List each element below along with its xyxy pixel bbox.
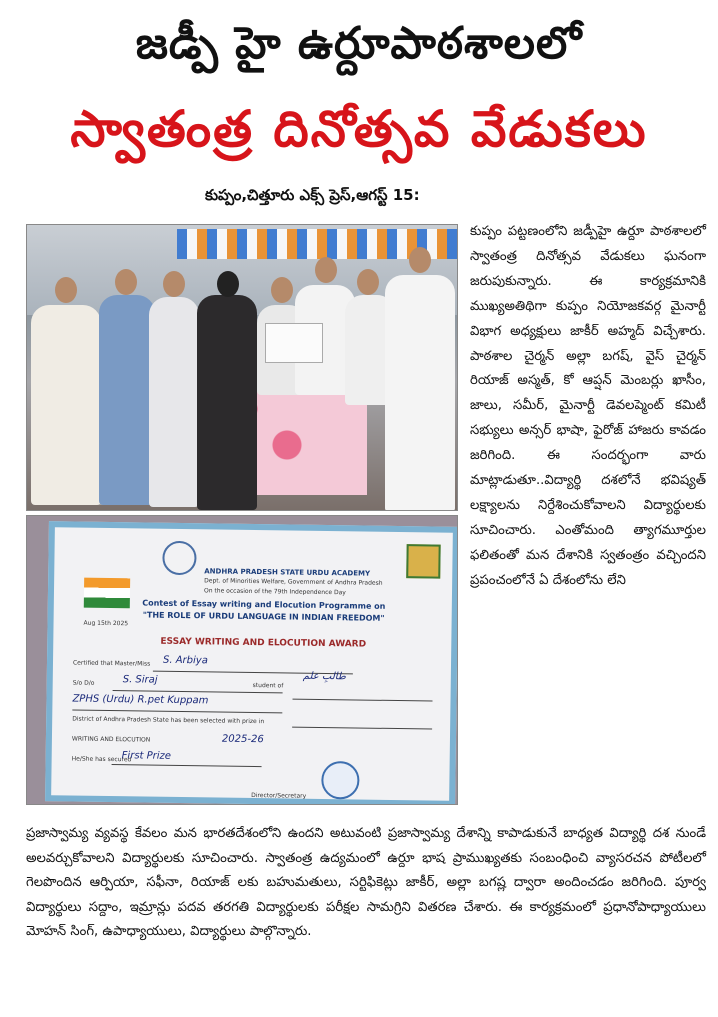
article-body-bottom: ప్రజాస్వామ్య వ్యవస్థ కేవలం మన భారతదేశంలోని ఉందని అటువంటి ప్రజాస్వామ్య దేశాన్ని కాపాడుకునే బాధ్యత విద్యార్థి దశ నుండే అలవర్చుకోవాలని విద్యార్థులకు సూచించారు. స్వాతంత్ర ఉద్యమంలో ఉర్దూ భాష ప్రాముఖ్యతకు సంబంధించి వ్యాసరచన పోటీలలో గెలపొందిన ఆర్పియా, సఫీనా, రియాజ్ లకు బహుమతులు, సర్టిఫికెట్లు జాకీర్, అల్లా బగష్ల ద్వారా అందించడం జరిగింది. పూర్వ విద్యార్థులు సద్దాం, ఇమ్రాన్లు పదవ తరగతి విద్యార్థులకు పరీక్షల సామగ్రిని వితరణ చేశారు. ఈ కార్యక్రమంలో ప్రధానోపాధ్యాయులు మోహన్ సింగ్, ఉపాధ్యాయులు, విద్యార్థులు పాల్గొన్నారు.: [26, 826, 706, 940]
headline-line1: జడ్పీ హై ఉర్దూపాఠశాలలో: [135, 18, 583, 69]
event-photo: [26, 224, 458, 511]
official-seal-icon: [321, 761, 360, 800]
dateline: కుప్పం,చిత్తూరు ఎక్స్ ప్రెస్,ఆగస్ట్ 15:: [205, 186, 420, 204]
article-body-right-column: కుప్పం పట్టణంలోని జడ్పీహై ఉర్దూ పాఠశాలలో స్వాతంత్ర దినోత్సవ వేడుకలు ఘనంగా జరుపుకున్నారు. ఈ కార్యక్రమానికి ముఖ్యఅతిథిగా కుప్పం నియోజకవర్గ మైనార్టీ విభాగ అధ్యక్షులు జాకీర్ అహ్మద్ విచ్చేశారు. పాఠశాల చైర్మన్ అల్లా బగష్, వైస్ చైర్మన్ రియాజ్ అస్మత్, కో ఆప్షన్ మెంబర్లు ఖాసీం, జాలు, సమీర్, మైనార్టీ డెవలప్మెంట్ కమిటీ సభ్యులు అన్సర్ భాషా, ఫైరోజ్ హాజరు కావడం జరిగింది. ఈ సందర్భంగా వారు మాట్లాడుతూ..విద్యార్థి దశలోనే భవిష్యత్ లక్ష్యాలను నిర్దేశించుకోవాలని విద్యార్థులకు సూచించారు. ఎంతోమంది త్యాగమూర్తుల ఫలితంతో మన దేశానికి స్వతంత్రం వచ్చిందని ప్రపంచంలోనే ఏ దేశంలోను లేని: [470, 224, 706, 588]
certificate-in-hand: [265, 323, 323, 363]
urdu-academy-logo-icon: [406, 544, 440, 578]
certificate-photo: [26, 515, 458, 805]
certificate: ANDHRA PRADESH STATE URDU ACADEMY Dept. of Minorities Welfare, Government of Andhra Pradesh On the occasion of the 79th Independence Day Contest of Essay writing and Elocution Programme on "THE ROLE OF URDU LANGUAGE IN INDIAN FREEDOM" Aug 15th 2025 ESSAY WRITING AND ELOCUTION AWARD Certified that Master/Miss S. Arbiya S/o D/o S. Siraj student of ZPHS (Urdu) R.pet Kuppam District of Andhra Pradesh State has been selected with prize in WRITING AND ELOCUTION 2025-26 He/She has secured First Prize طالبِ علم Director/Secretary: [45, 521, 458, 805]
headline-line2: స్వాతంత్ర దినోత్సవ వేడుకలు: [70, 100, 648, 158]
ap-emblem-icon: [162, 541, 196, 575]
